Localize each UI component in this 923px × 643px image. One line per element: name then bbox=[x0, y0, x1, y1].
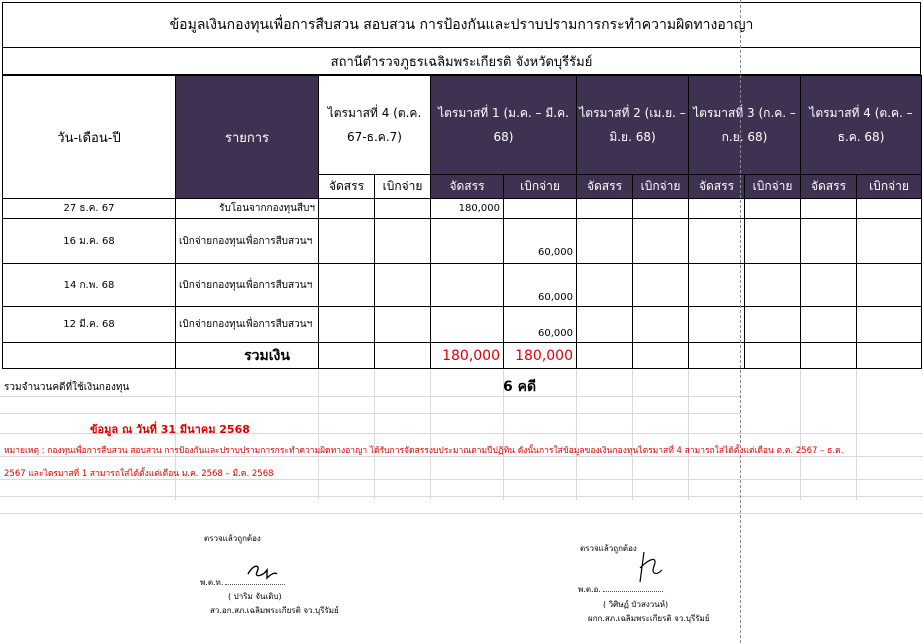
remark-note: หมายเหตุ : กองทุนเพื่อการสืบสวน สอบสวน การป้องกันและปราบปรามการกระทำความผิดทางอาญา ได้รับการจัดสรรงบประมาณตามปีปฏิทิน ดังนั้นการใส่ข้อมูลของเงินกองทุนไตรมาสที่ 4 สามารถใส่ได้ตั้งแต่เดือน ต.ค. 2567 – ธ.ค. 2567 และไตรมาสที่ 1 สามารถใส่ได้ตั้งแต่เดือน ม.ค. 2568 – มี.ค. 2568 bbox=[4, 446, 844, 479]
left-signature-mark bbox=[245, 560, 279, 582]
right-signer-position: ผกก.สภ.เฉลิมพระเกียรติ จว.บุรีรัมย์ bbox=[588, 614, 710, 623]
signature-line bbox=[225, 584, 285, 585]
total-label: รวมเงิน bbox=[176, 343, 319, 369]
gridline bbox=[0, 396, 740, 397]
row-item: เบิกจ่ายกองทุนเพื่อการสืบสวนฯ bbox=[176, 307, 319, 343]
quarter-header: ไตรมาสที่ 1 (ม.ค. – มี.ค. 68) bbox=[431, 76, 577, 175]
total-row bbox=[3, 343, 922, 369]
subtitle-box bbox=[2, 48, 921, 75]
table-row bbox=[3, 219, 922, 264]
row-item: เบิกจ่ายกองทุนเพื่อการสืบสวนฯ bbox=[176, 219, 319, 264]
table-row bbox=[3, 199, 922, 219]
gridline bbox=[0, 413, 740, 414]
spend-header: เบิกจ่าย bbox=[375, 175, 431, 199]
case-count-label: รวมจำนวนคดีที่ใช้เงินกองทุน bbox=[4, 382, 130, 393]
spend-header: เบิกจ่าย bbox=[745, 175, 801, 199]
quarter-header: ไตรมาสที่ 2 (เม.ย. – มิ.ย. 68) bbox=[577, 76, 689, 175]
page-break-line bbox=[740, 0, 741, 643]
row-date: 12 มี.ค. 68 bbox=[3, 307, 176, 343]
total-spend: 180,000 bbox=[504, 343, 577, 369]
q1-spend-cell: 60,000 bbox=[504, 307, 577, 343]
q1-spend-cell: 60,000 bbox=[504, 219, 577, 264]
quarter-header: ไตรมาสที่ 3 (ก.ค. – ก.ย. 68) bbox=[689, 76, 801, 175]
q1-spend-cell bbox=[504, 199, 577, 219]
alloc-header: จัดสรร bbox=[689, 175, 745, 199]
left-signer-name: ( ปาริม จันเดิบ) bbox=[228, 592, 282, 601]
q1-alloc-cell bbox=[431, 307, 504, 343]
q1-spend-cell: 60,000 bbox=[504, 264, 577, 307]
q1-alloc-cell bbox=[431, 264, 504, 307]
q1-alloc-cell bbox=[431, 219, 504, 264]
gridline bbox=[0, 496, 923, 497]
left-check-label: ตรวจแล้วถูกต้อง bbox=[204, 534, 261, 543]
row-item: รับโอนจากกองทุนสืบฯ bbox=[176, 199, 319, 219]
gridline bbox=[856, 370, 857, 500]
report-title: ข้อมูลเงินกองทุนเพื่อการสืบสวน สอบสวน การป้องกันและปราบปรามการกระทำความผิดทางอาญา bbox=[169, 17, 754, 33]
station-subtitle: สถานีตำรวจภูธรเฉลิมพระเกียรติ จังหวัดบุรีรัมย์ bbox=[330, 54, 593, 70]
spend-header: เบิกจ่าย bbox=[633, 175, 689, 199]
case-count-value: 6 คดี bbox=[503, 379, 537, 395]
total-alloc: 180,000 bbox=[431, 343, 504, 369]
row-date: 27 ธ.ค. 67 bbox=[3, 199, 176, 219]
alloc-header: จัดสรร bbox=[801, 175, 857, 199]
alloc-header: จัดสรร bbox=[431, 175, 504, 199]
item-column-header: รายการ bbox=[176, 76, 319, 199]
quarter-header: ไตรมาสที่ 4 (ต.ค. 67-ธ.ค.7) bbox=[319, 76, 431, 175]
row-date: 14 ก.พ. 68 bbox=[3, 264, 176, 307]
gridline bbox=[0, 513, 923, 514]
quarter-header: ไตรมาสที่ 4 (ต.ค. – ธ.ค. 68) bbox=[801, 76, 922, 175]
fund-table bbox=[2, 75, 922, 369]
date-column-header: วัน-เดือน-ปี bbox=[3, 76, 176, 199]
signature-line bbox=[603, 591, 663, 592]
q1-alloc-cell: 180,000 bbox=[431, 199, 504, 219]
spend-header: เบิกจ่าย bbox=[504, 175, 577, 199]
alloc-header: จัดสรร bbox=[577, 175, 633, 199]
spend-header: เบิกจ่าย bbox=[857, 175, 922, 199]
header-row bbox=[3, 76, 922, 175]
alloc-header: จัดสรร bbox=[319, 175, 375, 199]
table-row bbox=[3, 264, 922, 307]
table-row bbox=[3, 307, 922, 343]
right-rank: พ.ต.อ. bbox=[578, 585, 601, 594]
right-signer-name: ( วิศิษฏ์ บัวสงวนห์) bbox=[603, 600, 669, 609]
right-signature-mark bbox=[636, 548, 666, 584]
left-signer-position: สว.อก.สภ.เฉลิมพระเกียรติ จว.บุรีรัมย์ bbox=[210, 606, 339, 615]
row-item: เบิกจ่ายกองทุนเพื่อการสืบสวนฯ bbox=[176, 264, 319, 307]
row-date: 16 ม.ค. 68 bbox=[3, 219, 176, 264]
right-check-label: ตรวจแล้วถูกต้อง bbox=[580, 544, 637, 553]
left-rank: พ.ต.ท. bbox=[200, 578, 224, 587]
as-of-date: ข้อมูล ณ วันที่ 31 มีนาคม 2568 bbox=[90, 423, 250, 436]
title-box bbox=[2, 2, 921, 48]
